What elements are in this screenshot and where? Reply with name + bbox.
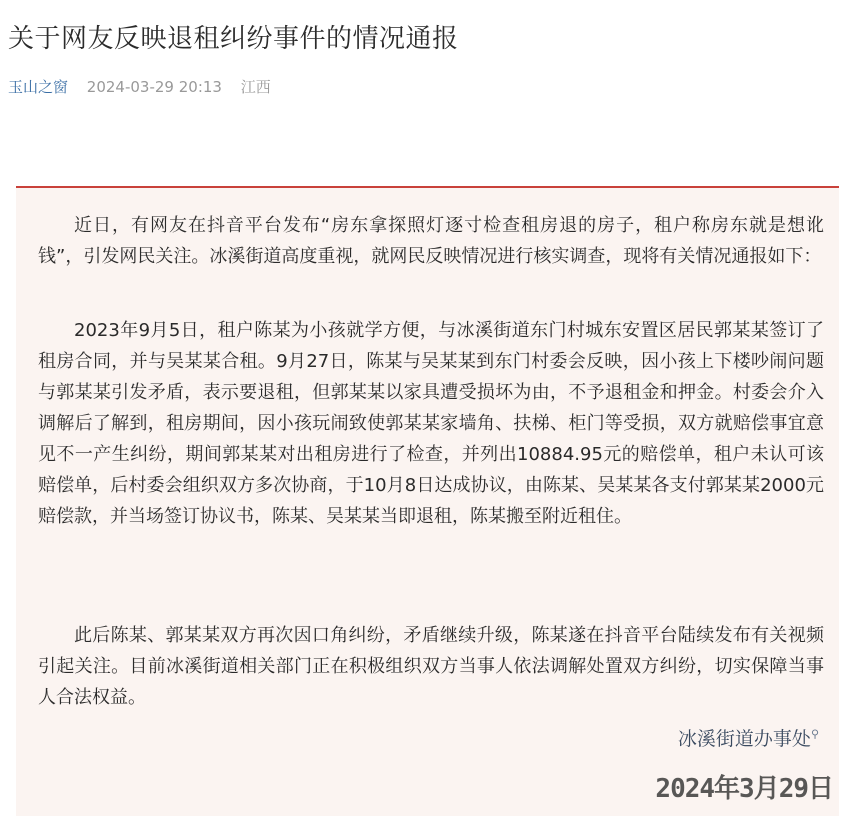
- article-meta: [8, 76, 271, 97]
- article-source-link[interactable]: 玉山之窗: [8, 78, 69, 96]
- magnifier-icon: ⚲: [810, 727, 819, 741]
- article-title: 关于网友反映退租纠纷事件的情况通报: [8, 24, 459, 54]
- article-date: 2024-03-29 20:13: [86, 78, 222, 96]
- notice-paragraph-1: 近日，有网友在抖音平台发布“房东拿探照灯逐寸检查租房退的房子，租户称房东就是想讹钱”，引发网民关注。冰溪街道高度重视，就网民反映情况进行核实调查，现将有关情况通报如下：: [38, 215, 824, 267]
- article-region: 江西: [240, 78, 271, 96]
- notice-signature-date: 2024年3月29日: [655, 774, 833, 804]
- notice-signature: [678, 724, 819, 751]
- notice-image[interactable]: [16, 186, 839, 816]
- notice-signature-text: 冰溪街道办事处: [677, 728, 811, 750]
- notice-paragraph-2: 2023年9月5日，租户陈某为小孩就学方便，与冰溪街道东门村城东安置区居民郭某某签订了租房合同，并与吴某某合租。9月27日，陈某与吴某某到东门村委会反映，因小孩上下楼吵闹问题与郭某某引发矛盾，表示要退租，但郭某某以家具遭受损坏为由，不予退租金和押金。村委会介入调解后了解到，租房期间，因小孩玩闹致使郭某某家墙角、扶梯、柜门等受损，双方就赔偿事宜意见不一产生纠纷，期间郭某某对出租房进行了检查，并列出10884.95元的赔偿单，租户未认可该赔偿单，后村委会组织双方多次协商，于10月8日达成协议，由陈某、吴某某各支付郭某某2000元赔偿款，并当场签订协议书，陈某、吴某某当即退租，陈某搬至附近租住。: [38, 320, 824, 527]
- notice-paragraph-3: 此后陈某、郭某某双方再次因口角纠纷，矛盾继续升级，陈某遂在抖音平台陆续发布有关视频引起关注。目前冰溪街道相关部门正在积极组织双方当事人依法调解处置双方纠纷，切实保障当事人合法权益。: [38, 625, 824, 708]
